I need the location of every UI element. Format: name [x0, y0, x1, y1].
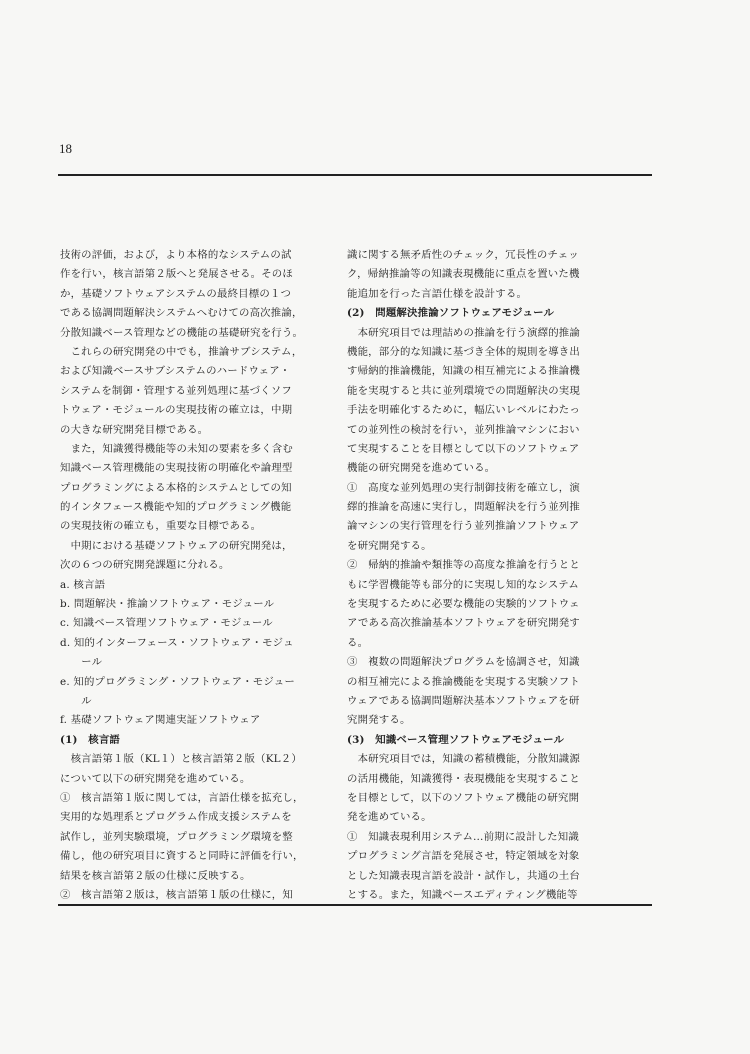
text-line: 技術の評価，および，より本格的なシステムの試: [60, 249, 292, 261]
text-line: 作を行い，核言語第２版へと発展させる。そのほ: [60, 268, 293, 281]
text-line: ② 帰納的推論や類推等の高度な推論を行うとと: [347, 559, 580, 572]
list-item: ル: [60, 694, 92, 707]
section-heading: (2) 問題解決推論ソフトウェアモジュール: [347, 307, 555, 320]
text-line: 中期における基礎ソフトウェアの研究開発は，: [60, 539, 293, 552]
list-item: e. 知的プログラミング・ソフトウェア・モジュー: [60, 675, 295, 688]
list-item: f. 基礎ソフトウェア関連実証ソフトウェア: [60, 714, 261, 727]
text-line: の相互補完による推論機能を実現する実験ソフト: [347, 675, 580, 688]
text-line: 分散知識ベース管理などの機能の基礎研究を行う。: [60, 326, 304, 339]
text-line: の大きな研究開発目標である。: [60, 423, 209, 436]
text-line: および知識ベースサブシステムのハードウェア・: [60, 365, 291, 378]
text-line: とした知識表現言語を設計・試作し，共通の土台: [347, 869, 580, 882]
text-line: トウェア・モジュールの実現技術の確立は，中期: [60, 404, 293, 417]
text-line: プログラミングによる本格的システムとしての知: [60, 481, 292, 494]
text-line: 核言語第１版（KL１）と核言語第２版（KL２）: [60, 753, 302, 766]
text-line: 次の６つの研究開発課題に分れる。: [60, 559, 230, 572]
text-line: ク，帰納推論等の知識表現機能に重点を置いた機: [347, 268, 580, 281]
text-line: て実現することを目標として以下のソフトウェア: [347, 442, 580, 455]
text-line: 実用的な処理系とプログラム作成支援システムを: [60, 811, 292, 824]
text-line: 知識ベース管理機能の実現技術の明確化や論理型: [60, 462, 293, 475]
text-line: 究開発する。: [347, 714, 411, 727]
text-line: もに学習機能等も部分的に実現し知的なシステム: [347, 578, 579, 591]
text-line: 機能，部分的な知識に基づき全体的規則を導き出: [347, 345, 580, 358]
text-line: ② 核言語第２版は，核言語第１版の仕様に，知: [60, 888, 293, 901]
text-line: 発を進めている。: [347, 811, 432, 824]
section-heading: (3) 知識ベース管理ソフトウェアモジュール: [347, 733, 565, 746]
text-line: 試作し，並列実験環境，プログラミング環境を整: [60, 830, 293, 843]
text-line: ウェアである協調問題解決基本ソフトウェアを研: [347, 694, 580, 707]
right-column: [347, 246, 611, 905]
text-line: 備し，他の研究項目に資すると同時に評価を行い，: [60, 850, 304, 863]
text-line: 繹的推論を高速に実行し，問題解決を行う並列推: [347, 501, 580, 514]
text-line: プログラミング言語を発展させ，特定領域を対象: [347, 850, 580, 863]
text-line: 本研究項目では理詰めの推論を行う演繹的推論: [347, 326, 580, 339]
text-line: 手法を明確化するために，幅広いレベルにわたっ: [347, 404, 580, 417]
text-line: の実現技術の確立も，重要な目標である。: [60, 520, 262, 533]
text-line: アである高次推論基本ソフトウェアを研究開発す: [347, 617, 580, 630]
text-line: について以下の研究開発を進めている。: [60, 772, 251, 785]
text-line: 能追加を行った言語仕様を設計する。: [347, 287, 528, 300]
text-line: ① 知識表現利用システム…前期に設計した知識: [347, 830, 579, 843]
text-line: を実現するために必要な機能の実験的ソフトウェ: [347, 598, 580, 611]
text-line: 論マシンの実行管理を行う並列推論ソフトウェア: [347, 520, 580, 533]
text-line: ③ 複数の問題解決プログラムを協調させ，知識: [347, 656, 580, 669]
page-number: 18: [59, 141, 72, 156]
text-line: 機能の研究開発を進めている。: [347, 462, 496, 475]
footer-rule: [58, 904, 652, 906]
list-item: c. 知識ベース管理ソフトウェア・モジュール: [60, 617, 273, 630]
text-line: る。: [347, 636, 369, 649]
section-heading: (1) 核言語: [60, 733, 121, 746]
text-line: システムを制御・管理する並列処理に基づくソフ: [60, 384, 292, 397]
header-rule: [58, 174, 652, 176]
text-line: ての並列性の検討を行い，並列推論マシンにおい: [347, 423, 580, 436]
text-line: を目標として，以下のソフトウェア機能の研究開: [347, 791, 580, 804]
text-line: ① 核言語第１版に関しては，言語仕様を拡充し，: [60, 791, 304, 804]
text-line: 本研究項目では，知識の蓄積機能，分散知識源: [347, 753, 580, 766]
text-line: 識に関する無矛盾性のチェック，冗長性のチェッ: [347, 249, 579, 261]
text-line: を研究開発する。: [347, 539, 432, 552]
list-item: b. 問題解決・推論ソフトウェア・モジュール: [60, 598, 275, 611]
left-column: [60, 246, 324, 905]
text-line: ① 高度な並列処理の実行制御技術を確立し，演: [347, 481, 580, 494]
text-line: とする。また，知識ベースエディティング機能等: [347, 888, 578, 901]
text-line: の活用機能，知識獲得・表現機能を実現すること: [347, 772, 580, 785]
text-line: す帰納的推論機能，知識の相互補完による推論機: [347, 365, 580, 378]
list-item: a. 核言語: [60, 578, 106, 591]
text-line: これらの研究開発の中でも，推論サブシステム，: [60, 345, 303, 358]
list-item: d. 知的インターフェース・ソフトウェア・モジュ: [60, 636, 294, 649]
text-line: 能を実現すると共に並列環境での問題解決の実現: [347, 384, 580, 397]
text-line: 結果を核言語第２版の仕様に反映する。: [60, 869, 251, 882]
list-item: ール: [60, 656, 103, 669]
text-line: また，知識獲得機能等の未知の要素を多く含む: [60, 442, 293, 455]
text-line: か，基礎ソフトウェアシステムの最終目標の１つ: [60, 287, 292, 300]
text-line: 的インタフェース機能や知的プログラミング機能: [60, 501, 292, 514]
text-line: である協調問題解決システムへむけての高次推論，: [60, 307, 303, 320]
